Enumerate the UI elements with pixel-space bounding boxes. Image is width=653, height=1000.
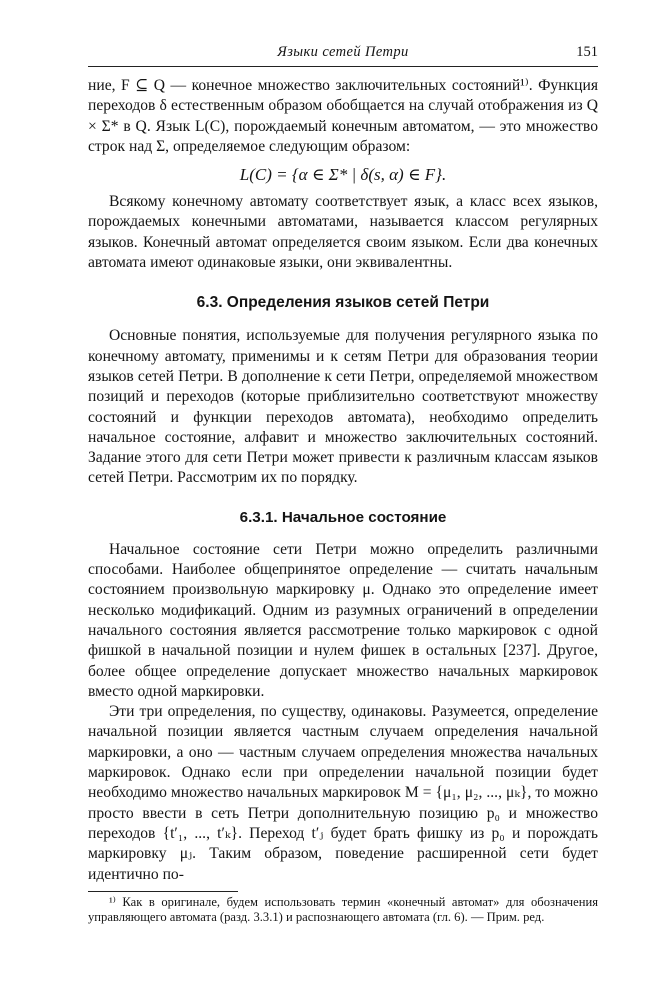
book-page [88,40,598,938]
paragraph-definitions-equivalent: Эти три определения, по существу, одинаковы. Разумеется, определение начальной позиции является частным случаем определения начальной маркировки, а оно — частным случаем определения множества начальных маркировок. Однако если при определении начальной позиции будет необходимо множество начальных маркировок M = {μ₁, μ₂, ..., μₖ}, то можно просто ввести в сеть Петри дополнительную позицию p₀ и множество переходов {t′₁, ..., t′ₖ}. Переход t′ⱼ будет брать фишку из p₀ и порождать маркировку μⱼ. Таким образом, поведение расширенной сети будет идентично по- [88,703,598,883]
section-heading: 6.3. Определения языков сетей Петри [196,294,490,312]
running-header [88,40,598,67]
subsection-heading: 6.3.1. Начальное состояние [239,508,447,526]
page-body [88,76,598,885]
running-title: Языки сетей Петри [277,44,409,60]
paragraph-section-intro: Основные понятия, используемые для получения регулярного языка по конечному автомату, применимы и к сетям Петри для образования теории языков сетей Петри. В дополнение к сети Петри, определяемой множеством позиций и переходов (которые приблизительно соответствуют множеству состояний и функции переходов автомата), необходимо определить начальное состояние, алфавит и множество заключительных состояний. Задание этого для сети Петри может привести к различным классам языков сетей Петри. Рассмотрим их по порядку. [88,327,598,487]
paragraph-continued: ние, F ⊆ Q — конечное множество заключительных состояний¹⁾. Функция переходов δ естественным образом обобщается на случай отображения из Q × Σ* в Q. Язык L(C), порождаемый конечным автоматом, — это множество строк над Σ, определяемое следующим образом: [88,77,598,155]
paragraph-initial-state: Начальное состояние сети Петри можно определить различными способами. Наиболее общепринятое определение — считать начальным состоянием произвольную маркировку μ. Однако это определение имеет несколько модификаций. Одним из разумных ограничений в определении начального состояния является рассмотрение только маркировок с одной фишкой в начальной позиции и нулем фишек в остальных [237]. Другое, более общее определение допускает множество начальных маркировок вместо одной маркировки. [88,540,598,700]
language-formula: L(C) = {α ∈ Σ* | δ(s, α) ∈ F}. [239,165,447,185]
paragraph-regular-languages: Всякому конечному автомату соответствует язык, а класс всех языков, порождаемых конечными автоматами, называется классом регулярных языков. Конечный автомат определяется своим языком. Если два конечных автомата имеют одинаковые языки, они эквивалентны. [88,193,598,272]
footnote-divider [88,891,238,892]
page-number: 151 [576,44,598,60]
footnote: ¹⁾ Как в оригинале, будем использовать термин «конечный автомат» для обозначения управляющего автомата (разд. 3.3.1) и распознающего автомата (гл. 6). — Прим. ред. [88,894,598,925]
